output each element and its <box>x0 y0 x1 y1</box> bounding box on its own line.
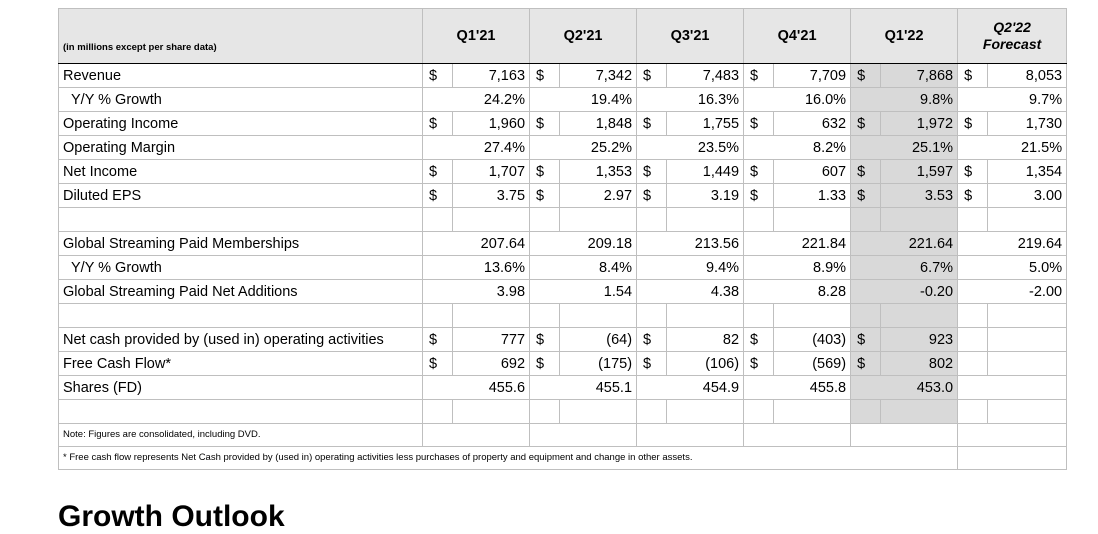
row-label: Y/Y % Growth <box>59 256 423 280</box>
note-empty-cell <box>423 424 530 447</box>
unit-label: (in millions except per share data) <box>59 9 423 64</box>
quarter-header: Q3'21 <box>637 9 744 64</box>
value-cell <box>988 304 1067 328</box>
section-heading: Growth Outlook <box>58 500 285 533</box>
currency-cell: $ <box>851 352 881 376</box>
value-cell <box>560 304 637 328</box>
currency-cell <box>851 208 881 232</box>
row-label: Revenue <box>59 64 423 88</box>
currency-cell <box>958 304 988 328</box>
value-cell: (403) <box>774 328 851 352</box>
value-cell: 209.18 <box>530 232 637 256</box>
currency-cell <box>958 208 988 232</box>
value-cell <box>881 400 958 424</box>
currency-cell: $ <box>423 64 453 88</box>
forecast-label: Forecast <box>982 36 1042 52</box>
value-cell: 7,868 <box>881 64 958 88</box>
value-cell: -2.00 <box>958 280 1067 304</box>
value-cell <box>667 208 744 232</box>
value-cell: 1,353 <box>560 160 637 184</box>
note-empty-cell <box>958 447 1067 470</box>
currency-cell <box>637 400 667 424</box>
value-cell: 607 <box>774 160 851 184</box>
financial-table-container <box>58 8 1066 470</box>
value-cell: 1.33 <box>774 184 851 208</box>
note-text: Note: Figures are consolidated, including DVD. <box>59 424 423 447</box>
value-cell: 82 <box>667 328 744 352</box>
table-row <box>59 256 1067 280</box>
row-label: Net Income <box>59 160 423 184</box>
value-cell: 1.54 <box>530 280 637 304</box>
currency-cell: $ <box>958 64 988 88</box>
value-cell: 454.9 <box>637 376 744 400</box>
quarter-header: Q1'21 <box>423 9 530 64</box>
value-cell <box>774 208 851 232</box>
row-label <box>59 400 423 424</box>
note-empty-cell <box>851 424 958 447</box>
value-cell: 16.0% <box>744 88 851 112</box>
value-cell: 2.97 <box>560 184 637 208</box>
currency-cell: $ <box>958 160 988 184</box>
table-row <box>59 376 1067 400</box>
row-label <box>59 304 423 328</box>
quarter-header: Q4'21 <box>744 9 851 64</box>
value-cell: 692 <box>453 352 530 376</box>
value-cell: 6.7% <box>851 256 958 280</box>
value-cell: 8.4% <box>530 256 637 280</box>
value-cell <box>958 376 1067 400</box>
value-cell: 23.5% <box>637 136 744 160</box>
row-label: Global Streaming Paid Net Additions <box>59 280 423 304</box>
value-cell: 9.4% <box>637 256 744 280</box>
value-cell <box>988 208 1067 232</box>
value-cell: 8,053 <box>988 64 1067 88</box>
currency-cell: $ <box>530 64 560 88</box>
value-cell: (569) <box>774 352 851 376</box>
value-cell <box>667 400 744 424</box>
note-empty-cell <box>637 424 744 447</box>
currency-cell: $ <box>637 112 667 136</box>
currency-cell: $ <box>744 160 774 184</box>
value-cell: 4.38 <box>637 280 744 304</box>
currency-cell: $ <box>637 352 667 376</box>
value-cell: 221.64 <box>851 232 958 256</box>
value-cell: (175) <box>560 352 637 376</box>
value-cell: -0.20 <box>851 280 958 304</box>
footnote-row <box>59 447 1067 470</box>
currency-cell: $ <box>423 328 453 352</box>
currency-cell: $ <box>851 64 881 88</box>
value-cell: 16.3% <box>637 88 744 112</box>
value-cell <box>453 304 530 328</box>
table-row <box>59 64 1067 88</box>
value-cell: 3.75 <box>453 184 530 208</box>
row-label: Operating Margin <box>59 136 423 160</box>
currency-cell: $ <box>530 328 560 352</box>
currency-cell: $ <box>958 184 988 208</box>
currency-cell <box>423 400 453 424</box>
currency-cell: $ <box>423 160 453 184</box>
currency-cell: $ <box>851 160 881 184</box>
currency-cell: $ <box>637 328 667 352</box>
row-label: Global Streaming Paid Memberships <box>59 232 423 256</box>
value-cell: 8.2% <box>744 136 851 160</box>
currency-cell: $ <box>744 352 774 376</box>
currency-cell <box>637 304 667 328</box>
value-cell: 1,354 <box>988 160 1067 184</box>
value-cell: 777 <box>453 328 530 352</box>
value-cell: 7,709 <box>774 64 851 88</box>
value-cell: 1,449 <box>667 160 744 184</box>
value-cell: 9.7% <box>958 88 1067 112</box>
table-body <box>59 9 1067 470</box>
value-cell <box>453 208 530 232</box>
currency-cell <box>530 400 560 424</box>
spacer-row <box>59 400 1067 424</box>
note-empty-cell <box>530 424 637 447</box>
forecast-quarter: Q2'22 <box>993 19 1031 35</box>
value-cell <box>988 328 1067 352</box>
row-label: Net cash provided by (used in) operating activities <box>59 328 423 352</box>
value-cell: 453.0 <box>851 376 958 400</box>
financial-summary-table <box>58 8 1067 470</box>
value-cell: (106) <box>667 352 744 376</box>
currency-cell <box>423 304 453 328</box>
currency-cell <box>744 304 774 328</box>
value-cell: 9.8% <box>851 88 958 112</box>
note-empty-cell <box>744 424 851 447</box>
value-cell <box>988 352 1067 376</box>
value-cell: 7,163 <box>453 64 530 88</box>
value-cell: 219.64 <box>958 232 1067 256</box>
quarter-header: Q1'22 <box>851 9 958 64</box>
spacer-row <box>59 208 1067 232</box>
value-cell: 8.28 <box>744 280 851 304</box>
value-cell <box>667 304 744 328</box>
value-cell: 3.98 <box>423 280 530 304</box>
currency-cell <box>958 328 988 352</box>
value-cell: 27.4% <box>423 136 530 160</box>
currency-cell: $ <box>423 112 453 136</box>
value-cell: 923 <box>881 328 958 352</box>
value-cell <box>881 304 958 328</box>
value-cell: 1,848 <box>560 112 637 136</box>
header-row <box>59 9 1067 64</box>
value-cell: 1,972 <box>881 112 958 136</box>
table-row <box>59 136 1067 160</box>
value-cell: 802 <box>881 352 958 376</box>
value-cell: 207.64 <box>423 232 530 256</box>
value-cell: 7,342 <box>560 64 637 88</box>
currency-cell: $ <box>637 184 667 208</box>
value-cell: 13.6% <box>423 256 530 280</box>
currency-cell: $ <box>744 328 774 352</box>
currency-cell <box>637 208 667 232</box>
table-row <box>59 352 1067 376</box>
value-cell: 455.8 <box>744 376 851 400</box>
spacer-row <box>59 304 1067 328</box>
currency-cell: $ <box>744 112 774 136</box>
currency-cell <box>744 400 774 424</box>
value-cell: 3.53 <box>881 184 958 208</box>
currency-cell: $ <box>423 184 453 208</box>
row-label: Operating Income <box>59 112 423 136</box>
table-row <box>59 232 1067 256</box>
value-cell: 455.6 <box>423 376 530 400</box>
currency-cell <box>851 400 881 424</box>
value-cell: 1,730 <box>988 112 1067 136</box>
value-cell: 24.2% <box>423 88 530 112</box>
table-row <box>59 328 1067 352</box>
value-cell: 21.5% <box>958 136 1067 160</box>
row-label: Shares (FD) <box>59 376 423 400</box>
currency-cell <box>744 208 774 232</box>
currency-cell: $ <box>530 112 560 136</box>
value-cell: 1,597 <box>881 160 958 184</box>
currency-cell: $ <box>637 160 667 184</box>
row-label: Y/Y % Growth <box>59 88 423 112</box>
value-cell: 7,483 <box>667 64 744 88</box>
value-cell <box>453 400 530 424</box>
currency-cell: $ <box>637 64 667 88</box>
currency-cell: $ <box>744 184 774 208</box>
value-cell <box>774 304 851 328</box>
value-cell: 1,707 <box>453 160 530 184</box>
table-row <box>59 160 1067 184</box>
currency-cell <box>958 352 988 376</box>
value-cell: 221.84 <box>744 232 851 256</box>
value-cell <box>988 400 1067 424</box>
value-cell: 1,960 <box>453 112 530 136</box>
value-cell: 19.4% <box>530 88 637 112</box>
currency-cell: $ <box>958 112 988 136</box>
value-cell <box>774 400 851 424</box>
value-cell <box>881 208 958 232</box>
value-cell: 3.00 <box>988 184 1067 208</box>
currency-cell <box>423 208 453 232</box>
table-row <box>59 88 1067 112</box>
note-row <box>59 424 1067 447</box>
table-row <box>59 280 1067 304</box>
value-cell: (64) <box>560 328 637 352</box>
currency-cell: $ <box>530 160 560 184</box>
quarter-header: Q2'21 <box>530 9 637 64</box>
value-cell: 25.1% <box>851 136 958 160</box>
currency-cell <box>958 400 988 424</box>
value-cell: 1,755 <box>667 112 744 136</box>
row-label: Free Cash Flow* <box>59 352 423 376</box>
currency-cell: $ <box>851 184 881 208</box>
value-cell <box>560 208 637 232</box>
currency-cell: $ <box>530 352 560 376</box>
value-cell: 213.56 <box>637 232 744 256</box>
currency-cell <box>530 304 560 328</box>
value-cell: 455.1 <box>530 376 637 400</box>
currency-cell <box>851 304 881 328</box>
currency-cell: $ <box>423 352 453 376</box>
currency-cell: $ <box>744 64 774 88</box>
table-row <box>59 184 1067 208</box>
currency-cell <box>530 208 560 232</box>
value-cell: 632 <box>774 112 851 136</box>
value-cell: 5.0% <box>958 256 1067 280</box>
row-label <box>59 208 423 232</box>
value-cell <box>560 400 637 424</box>
currency-cell: $ <box>851 112 881 136</box>
value-cell: 25.2% <box>530 136 637 160</box>
value-cell: 8.9% <box>744 256 851 280</box>
currency-cell: $ <box>530 184 560 208</box>
note-empty-cell <box>958 424 1067 447</box>
forecast-header <box>958 9 1067 64</box>
currency-cell: $ <box>851 328 881 352</box>
table-row <box>59 112 1067 136</box>
value-cell: 3.19 <box>667 184 744 208</box>
row-label: Diluted EPS <box>59 184 423 208</box>
footnote-text: * Free cash flow represents Net Cash provided by (used in) operating activities less purchases of property and equipment and change in other assets. <box>59 447 958 470</box>
